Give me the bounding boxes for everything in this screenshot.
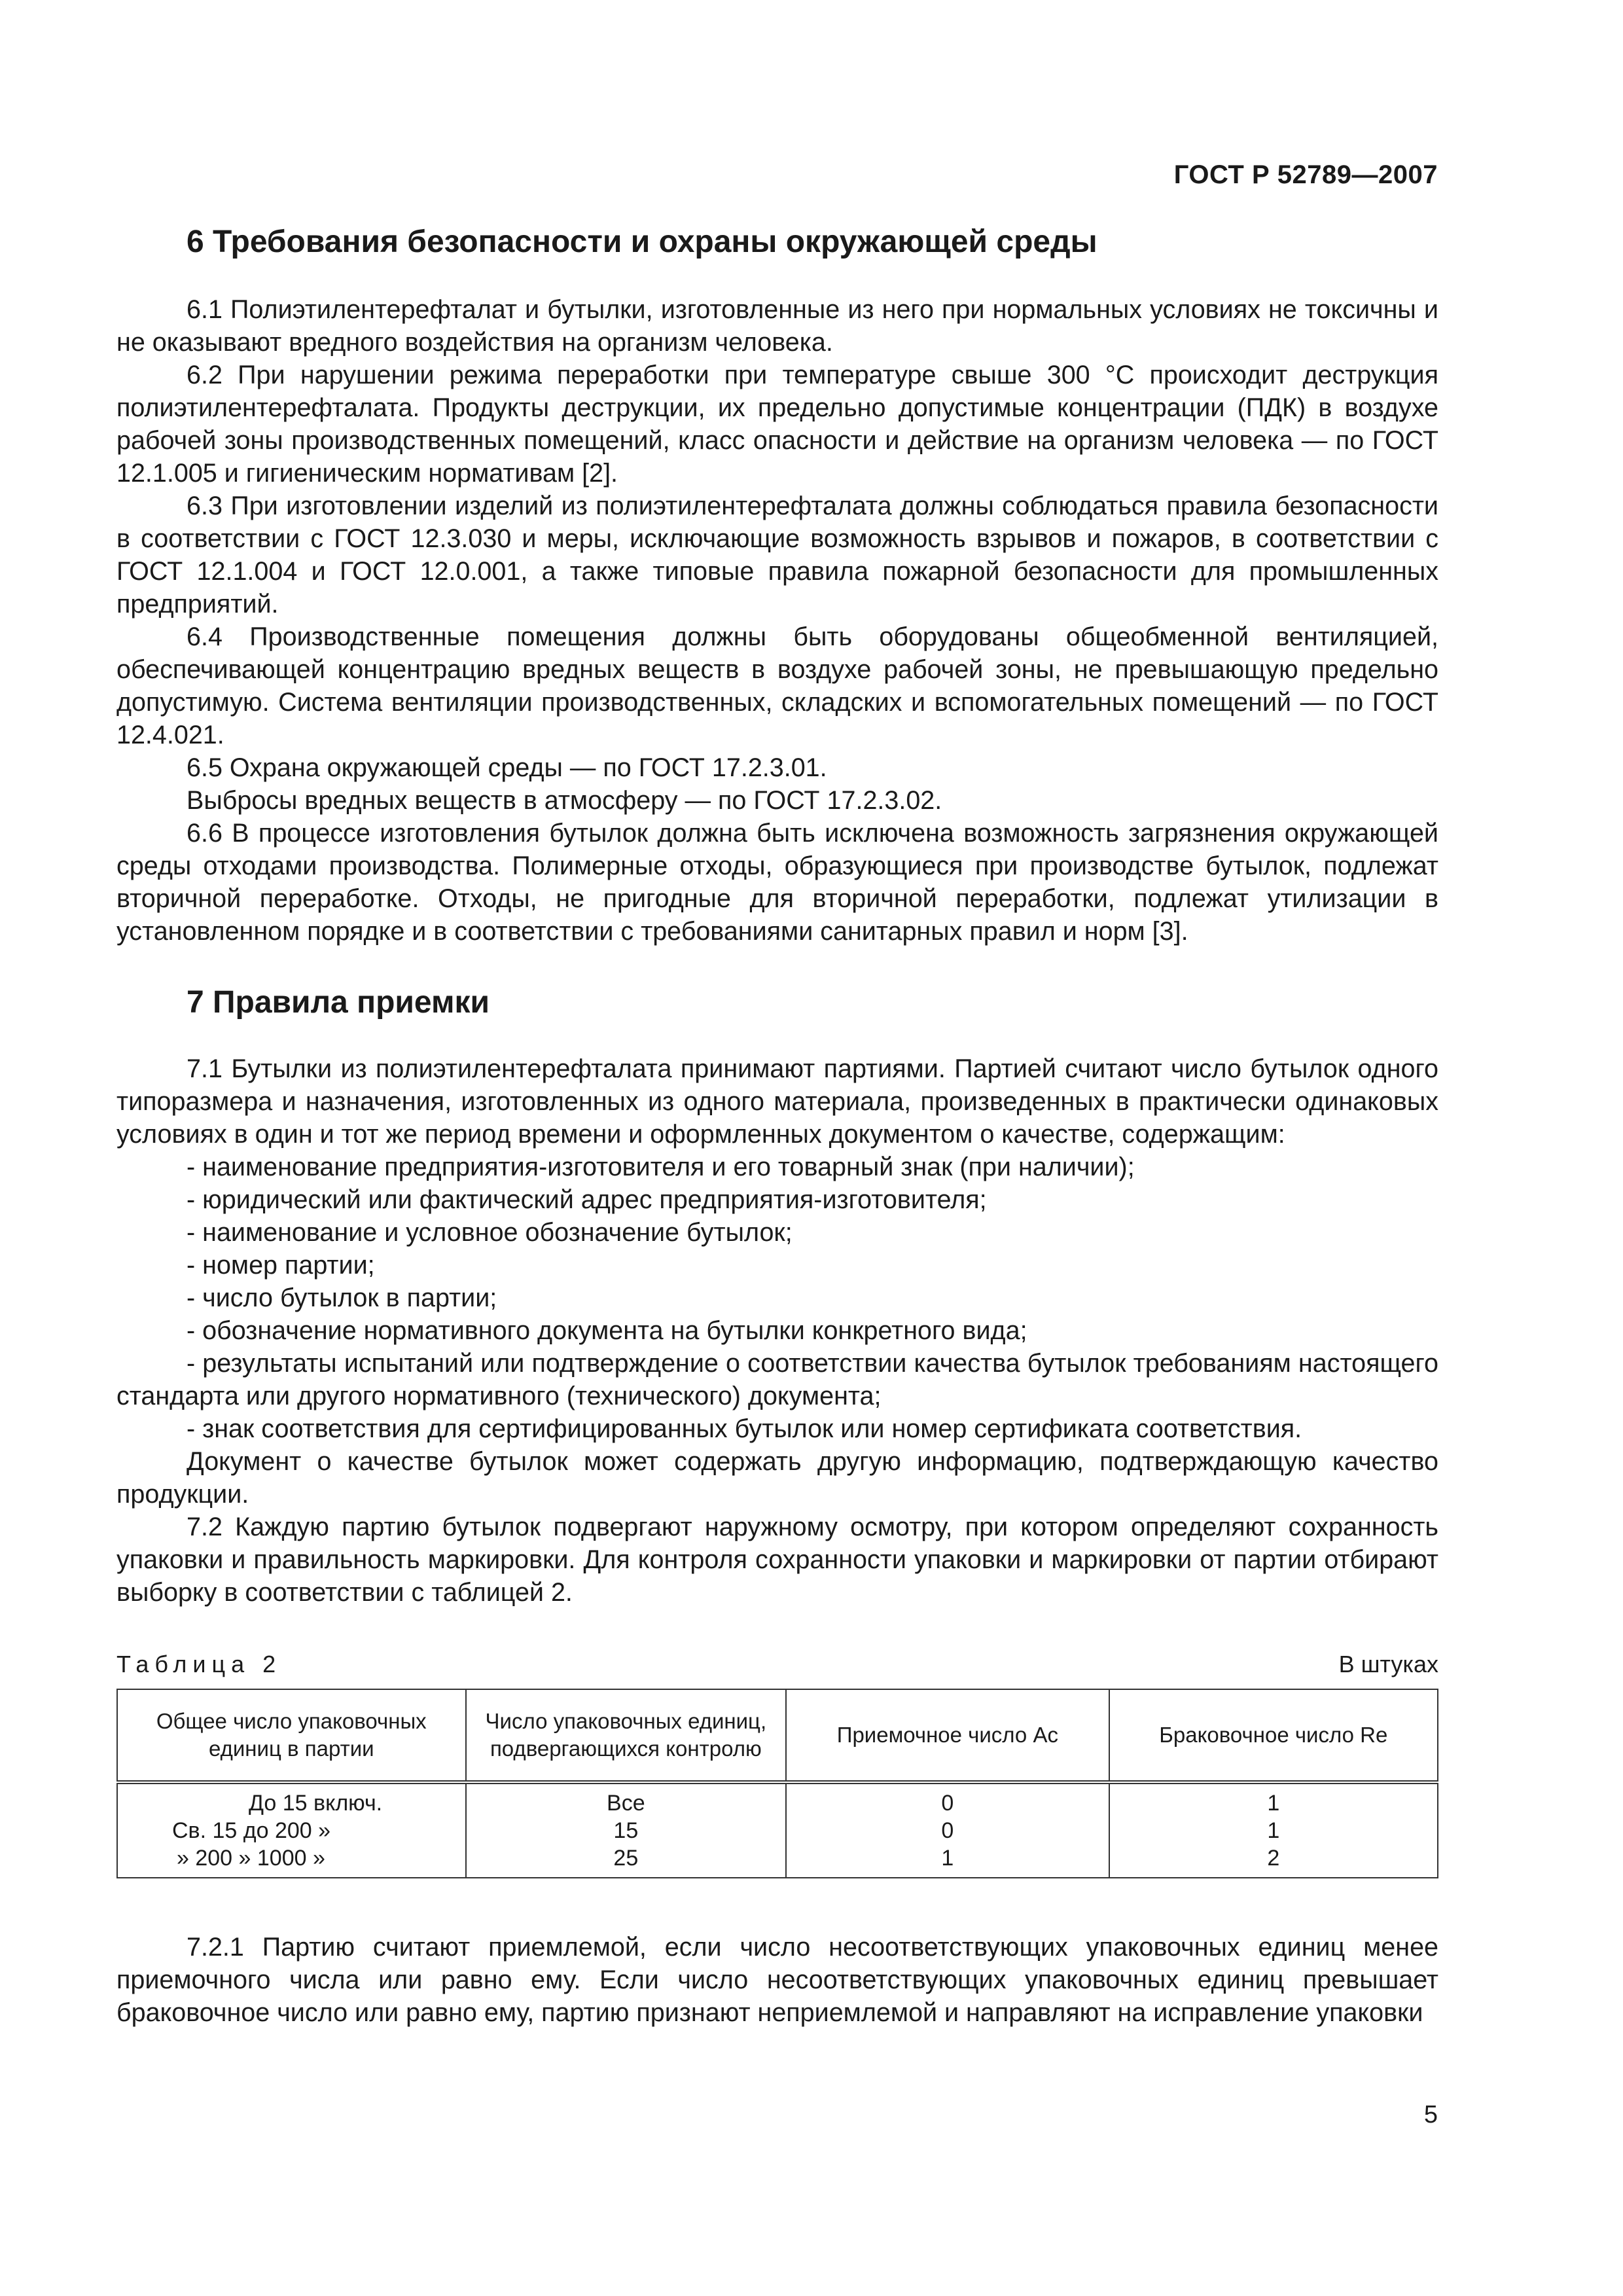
- cell-sample-size: 15: [466, 1817, 787, 1844]
- table-row: [117, 1844, 1438, 1878]
- cell-rejection: 1: [1109, 1817, 1438, 1844]
- header-acceptance-number: Приемочное число Ac: [786, 1689, 1109, 1782]
- table-units: В штуках: [1338, 1651, 1438, 1677]
- section-6-heading: 6 Требования безопасности и охраны окружающей среды: [187, 224, 1097, 259]
- list-item: - наименование предприятия-изготовителя и его товарный знак (при наличии);: [187, 1153, 1135, 1181]
- list-item: - обозначение нормативного документа на бутылки конкретного вида;: [187, 1316, 1027, 1345]
- list-item: - номер партии;: [187, 1251, 375, 1280]
- list-item: - знак соответствия для сертифицированных бутылок или номер сертификата соответствия.: [187, 1414, 1302, 1443]
- list-item: - число бутылок в партии;: [187, 1283, 497, 1312]
- table-header-row: [117, 1689, 1438, 1782]
- list-item: - результаты испытаний или подтверждение о соответствии качества бутылок требованиям настоящего стандарта или другого нормативного (технического) документа;: [116, 1349, 1438, 1410]
- document-code: ГОСТ Р 52789—2007: [1173, 160, 1438, 189]
- section-7-heading: 7 Правила приемки: [187, 985, 490, 1020]
- sampling-table: [116, 1689, 1438, 1878]
- list-item: - юридический или фактический адрес предприятия-изготовителя;: [187, 1185, 987, 1214]
- header-sample-size: Число упаковочных единиц, подвергающихся контролю: [466, 1689, 787, 1782]
- cell-sample-size: 25: [466, 1844, 787, 1878]
- cell-acceptance: 0: [786, 1817, 1109, 1844]
- cell-rejection: 1: [1109, 1782, 1438, 1817]
- paragraph-6-6: 6.6 В процессе изготовления бутылок должна быть исключена возможность загрязнения окружающей среды отходами производства. Полимерные отходы, образующиеся при производстве бутылок, подлежат вторичной переработке. Отходы, не пригодные для вторичной переработки, подлежат утилизации в установленном порядке и в соответствии с требованиями санитарных правил и норм [3].: [116, 819, 1438, 946]
- cell-acceptance: 1: [786, 1844, 1109, 1878]
- paragraph-7-2-1: 7.2.1 Партию считают приемлемой, если число несоответствующих упаковочных единиц менее приемочного числа или равно ему. Если число несоответствующих упаковочных единиц превышает браковочное число или равно ему, партию признают неприемлемой и направляют на исправление упаковки: [116, 1933, 1438, 2027]
- paragraph-quality-document: Документ о качестве бутылок может содержать другую информацию, подтверждающую качество продукции.: [116, 1447, 1438, 1509]
- paragraph-7-2: 7.2 Каждую партию бутылок подвергают наружному осмотру, при котором определяют сохранность упаковки и правильность маркировки. Для контроля сохранности упаковки и маркировки от партии отбирают выборку в соответствии с таблицей 2.: [116, 1513, 1438, 1607]
- cell-lot-size: Св. 15 до 200 »: [117, 1817, 466, 1844]
- paragraph-6-3: 6.3 При изготовлении изделий из полиэтилентерефталата должны соблюдаться правила безопасности в соответствии с ГОСТ 12.3.030 и меры, исключающие возможность взрывов и пожаров, в соответствии с ГОСТ 12.1.004 и ГОСТ 12.0.001, а также типовые правила пожарной безопасности для промышленных предприятий.: [116, 492, 1438, 619]
- page-content: [116, 223, 1438, 2029]
- cell-lot-size: До 15 включ.: [117, 1782, 466, 1817]
- cell-acceptance: 0: [786, 1782, 1109, 1817]
- paragraph-7-1: 7.1 Бутылки из полиэтилентерефталата принимают партиями. Партией считают число бутылок одного типоразмера и назначения, изготовленных из одного материала, произведенных в практически одинаковых условиях в один и тот же период времени и оформленных документом о качестве, содержащим:: [116, 1054, 1438, 1149]
- paragraph-6-2: 6.2 При нарушении режима переработки при температуре свыше 300 °С происходит деструкция полиэтилентерефталата. Продукты деструкции, их предельно допустимые концентрации (ПДК) в воздухе рабочей зоны производственных помещений, класс опасности и действие на организм человека — по ГОСТ 12.1.005 и гигиеническим нормативам [2].: [116, 361, 1438, 488]
- header-rejection-number: Браковочное число Re: [1109, 1689, 1438, 1782]
- cell-sample-size: Все: [466, 1782, 787, 1817]
- table-caption-row: [116, 1648, 1438, 1681]
- page-number: 5: [1423, 2101, 1438, 2128]
- table-row: [117, 1817, 1438, 1844]
- cell-rejection: 2: [1109, 1844, 1438, 1878]
- table-row: [117, 1782, 1438, 1817]
- paragraph-6-4: 6.4 Производственные помещения должны быть оборудованы общеобменной вентиляцией, обеспечивающей концентрацию вредных веществ в воздухе рабочей зоны, не превышающую предельно допустимую. Система вентиляции производственных, складских и вспомогательных помещений — по ГОСТ 12.4.021.: [116, 622, 1438, 749]
- cell-lot-size: » 200 » 1000 »: [117, 1844, 466, 1878]
- paragraph-6-1: 6.1 Полиэтилентерефталат и бутылки, изготовленные из него при нормальных условиях не токсичны и не оказывают вредного воздействия на организм человека.: [116, 295, 1438, 357]
- paragraph-6-5-emissions: Выбросы вредных веществ в атмосферу — по ГОСТ 17.2.3.02.: [187, 786, 942, 815]
- header-lot-size: Общее число упаковочных единиц в партии: [117, 1689, 466, 1782]
- paragraph-6-5: 6.5 Охрана окружающей среды — по ГОСТ 17.2.3.01.: [187, 753, 827, 782]
- table-caption: Таблица 2: [116, 1651, 282, 1677]
- list-item: - наименование и условное обозначение бутылок;: [187, 1218, 793, 1247]
